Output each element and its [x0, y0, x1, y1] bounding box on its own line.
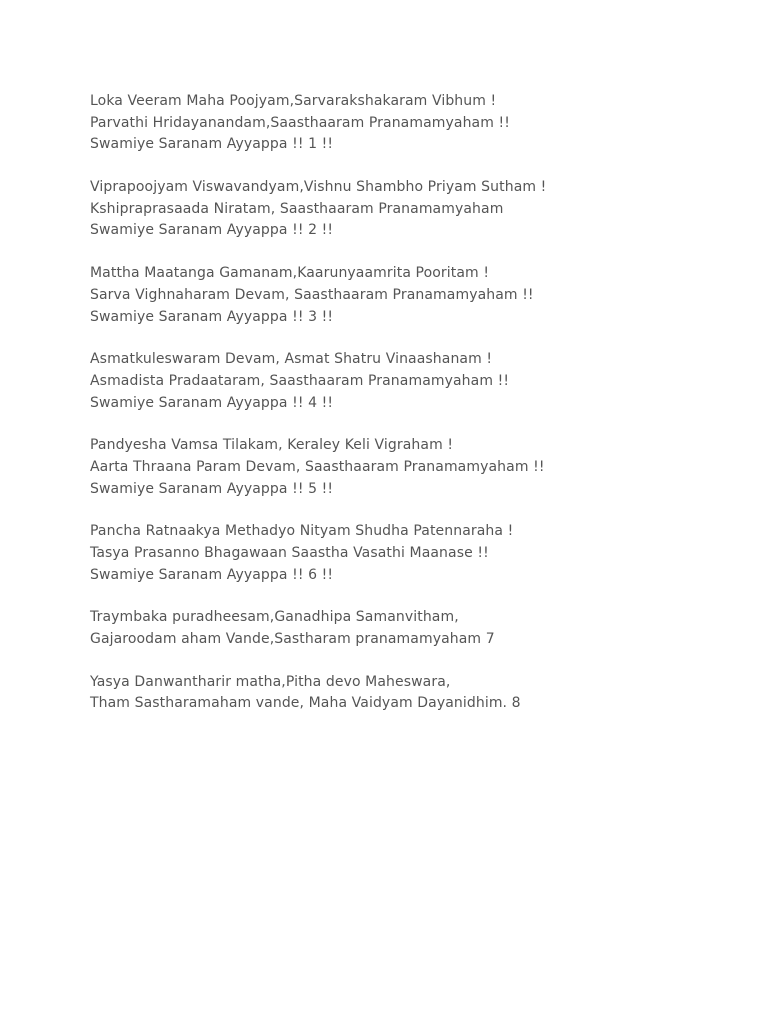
- stanza-line: Tasya Prasanno Bhagawaan Saastha Vasathi Maanase !!: [90, 545, 489, 561]
- stanza-line: Sarva Vighnaharam Devam, Saasthaaram Pranamamyaham !!: [90, 286, 534, 303]
- stanza-line: Swamiye Saranam Ayyappa !! 3 !!: [90, 308, 334, 325]
- stanza-line: Parvathi Hridayanandam,Saasthaaram Pranamamyaham !!: [90, 114, 510, 131]
- stanza-8: [90, 672, 730, 715]
- stanza-line: Viprapoojyam Viswavandyam,Vishnu Shambho Priyam Sutham !: [90, 179, 547, 196]
- stanza-line: Traymbaka puradheesam,Ganadhipa Samanvitham,: [90, 609, 459, 626]
- stanza-line: Pancha Ratnaakya Methadyo Nityam Shudha Patennaraha !: [90, 523, 514, 540]
- stanza-line: Asmatkuleswaram Devam, Asmat Shatru Vinaashanam !: [90, 351, 493, 368]
- stanza-line: Swamiye Saranam Ayyappa !! 6 !!: [90, 566, 334, 583]
- stanza-2: [90, 177, 730, 242]
- stanza-line: Pandyesha Vamsa Tilakam, Keraley Keli Vigraham !: [90, 437, 454, 454]
- stanza-line: Swamiye Saranam Ayyappa !! 1 !!: [90, 136, 334, 153]
- stanza-line: Yasya Danwantharir matha,Pitha devo Maheswara,: [90, 673, 451, 690]
- stanza-7: [90, 607, 730, 650]
- stanza-3: [90, 263, 730, 328]
- stanza-6: [90, 521, 730, 586]
- stanza-1: [90, 91, 730, 156]
- stanza-line: Tham Sastharamaham vande, Maha Vaidyam Dayanidhim. 8: [90, 695, 521, 712]
- stanza-line: Asmadista Pradaataram, Saasthaaram Pranamamyaham !!: [90, 372, 510, 389]
- stanza-4: [90, 349, 730, 414]
- stanza-line: Gajaroodam aham Vande,Sastharam pranamamyaham 7: [90, 631, 495, 648]
- stanza-5: [90, 435, 730, 500]
- stanza-line: Mattha Maatanga Gamanam,Kaarunyaamrita Pooritam !: [90, 265, 490, 282]
- stanza-line: Swamiye Saranam Ayyappa !! 2 !!: [90, 222, 334, 239]
- stanza-line: Loka Veeram Maha Poojyam,Sarvarakshakaram Vibhum !: [90, 93, 497, 109]
- stanza-line: Swamiye Saranam Ayyappa !! 4 !!: [90, 394, 334, 411]
- stanza-line: Aarta Thraana Param Devam, Saasthaaram Pranamamyaham !!: [90, 458, 545, 475]
- stanza-line: Kshipraprasaada Niratam, Saasthaaram Pranamamyaham: [90, 200, 504, 217]
- stanza-line: Swamiye Saranam Ayyappa !! 5 !!: [90, 480, 334, 497]
- document-page: [90, 91, 730, 736]
